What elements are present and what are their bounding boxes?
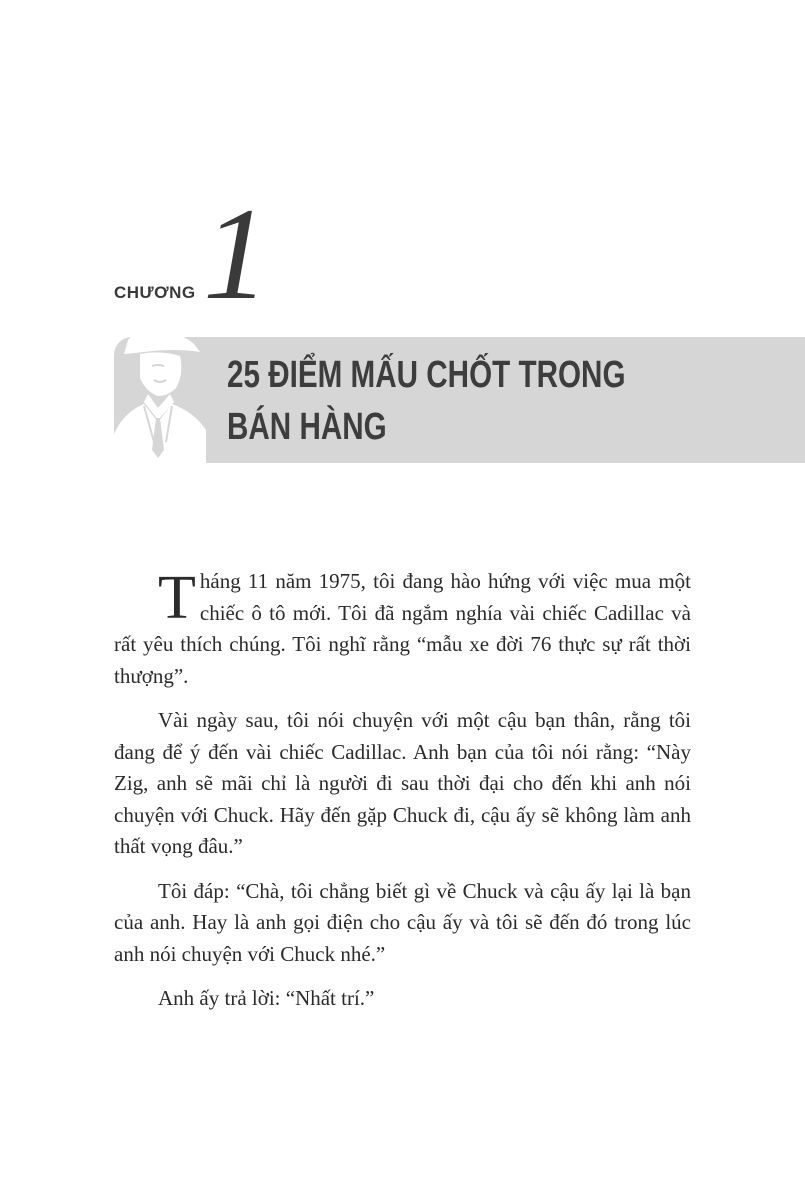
chapter-title bbox=[227, 349, 664, 453]
chapter-title-line-2: BÁN HÀNG bbox=[227, 406, 387, 448]
paragraph-1-text: háng 11 năm 1975, tôi đang hào hứng với việc mua một chiếc ô tô mới. Tôi đã ngắm nghía vài chiếc Cadillac và rất yêu thích chúng. Tôi nghĩ rằng “mẫu xe đời 76 thực sự rất thời thượng”. bbox=[114, 569, 691, 688]
chapter-title-line-1: 25 ĐIỂM MẤU CHỐT TRONG bbox=[227, 354, 626, 396]
paragraph-2: Vài ngày sau, tôi nói chuyện với một cậu bạn thân, rằng tôi đang để ý đến vài chiếc Cadillac. Anh bạn của tôi nói rằng: “Này Zig, anh sẽ mãi chỉ là người đi sau thời đại cho đến khi anh nói chuyện với Chuck. Hãy đến gặp Chuck đi, cậu ấy sẽ không làm anh thất vọng đâu.” bbox=[114, 708, 691, 858]
body-text bbox=[114, 566, 691, 1028]
paragraph-1 bbox=[114, 566, 691, 692]
drop-cap: T bbox=[158, 564, 196, 632]
chapter-label: CHƯƠNG bbox=[114, 283, 196, 302]
paragraph-3: Tôi đáp: “Chà, tôi chẳng biết gì về Chuck và cậu ấy lại là bạn của anh. Hay là anh gọi điện cho cậu ấy và tôi sẽ đến đó trong lúc anh nói chuyện với Chuck nhé.” bbox=[114, 878, 691, 966]
salesman-silhouette-icon bbox=[114, 322, 206, 463]
chapter-number: 1 bbox=[203, 180, 269, 327]
paragraph-4: Anh ấy trả lời: “Nhất trí.” bbox=[158, 986, 375, 1010]
